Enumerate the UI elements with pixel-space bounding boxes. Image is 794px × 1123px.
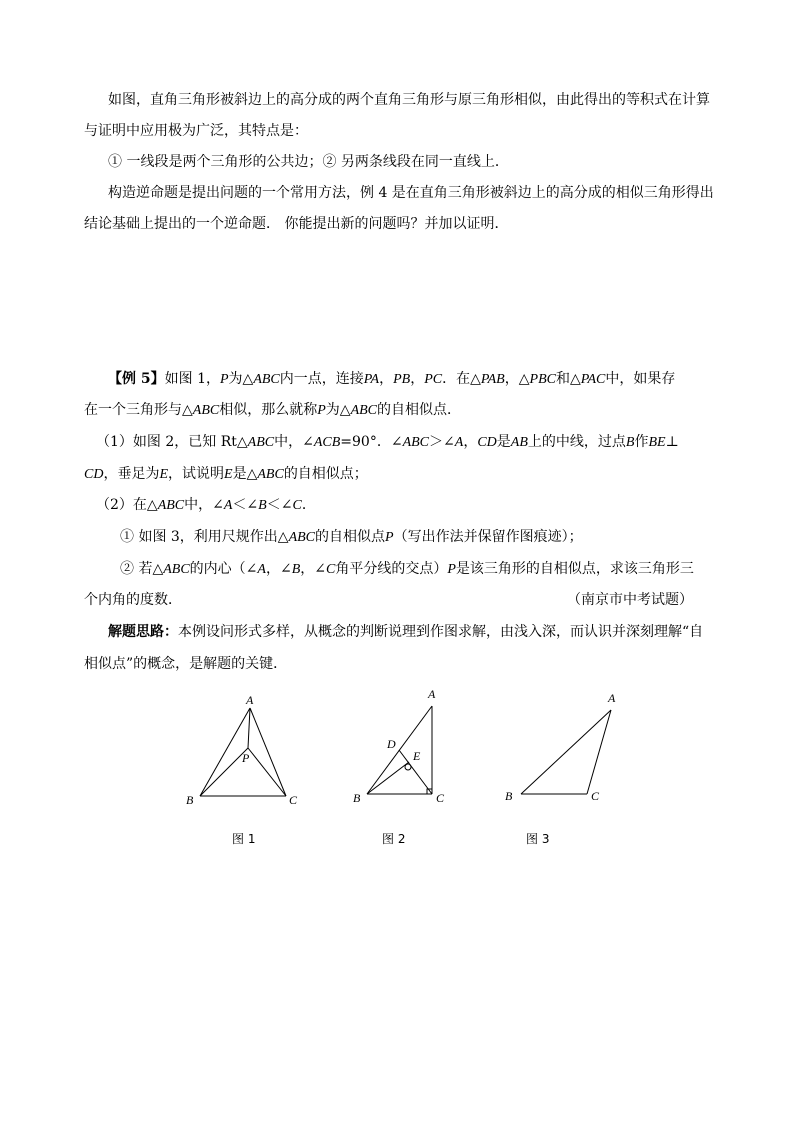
solution-line-1: 解题思路：本例设问形式多样，从概念的判断说理到作图求解，由浅入深，而认识并深刻理解“自 (108, 624, 704, 640)
fig1-label-C: C (289, 793, 298, 807)
subquestion-1-line: ① 如图 3，利用尺规作出△ABC的自相似点P（写出作法并保留作图痕迹）； (120, 529, 583, 545)
fig1-segment-PB (200, 748, 248, 796)
fig2-perpendicular-BE (367, 762, 409, 794)
fig2-right-angle-mark-E (405, 764, 411, 770)
solution-line-2: 相似点”的概念，是解题的关键． (84, 656, 288, 672)
figure-1-caption: 图 1 (232, 832, 256, 846)
example-tag: 【例 5】 (108, 371, 165, 387)
fig3-label-B: B (505, 789, 513, 803)
intro-line-5: 结论基础上提出的一个逆命题． 你能提出新的问题吗？并加以证明． (84, 216, 509, 232)
fig3-side-AC (587, 710, 611, 794)
figure-2 (345, 684, 455, 814)
fig1-segment-PA (248, 708, 250, 748)
figure-3-caption: 图 3 (526, 832, 550, 846)
fig1-label-P: P (242, 751, 250, 765)
question-1-line-2: CD，垂足为E，试说明E是△ABC的自相似点； (84, 466, 368, 482)
intro-line-2: 与证明中应用极为广泛，其特点是： (84, 123, 308, 139)
subquestion-2-line-2: 个内角的度数． (84, 592, 182, 608)
fig1-segment-PC (248, 748, 286, 796)
example-line-2: 在一个三角形与△ABC相似，那么就称P为△ABC的自相似点． (84, 402, 462, 418)
intro-line-3: ① 一线段是两个三角形的公共边；② 另两条线段在同一直线上． (108, 154, 509, 170)
question-2-line: （2）在△ABC中，∠A＜∠B＜∠C． (96, 497, 316, 513)
fig3-side-AB (521, 710, 611, 794)
fig1-side-AC (250, 708, 286, 796)
subquestion-2-line-1: ② 若△ABC的内心（∠A，∠B，∠C角平分线的交点）P是该三角形的自相似点，求该三角形三 (120, 561, 694, 577)
solution-label: 解题思路 (108, 624, 164, 640)
example-line-1: 【例 5】如图 1，P为△ABC内一点，连接PA，PB，PC．在△PAB，△PBC和△PAC中，如果存 (108, 371, 676, 387)
fig2-label-D: D (387, 737, 396, 751)
fig2-label-C: C (436, 791, 445, 805)
source-note: （南京市中考试题） (567, 592, 693, 608)
figure-2-caption: 图 2 (382, 832, 406, 846)
intro-line-1: 如图，直角三角形被斜边上的高分成的两个直角三角形与原三角形相似，由此得出的等积式在计算 (108, 92, 710, 108)
figure-1 (180, 690, 310, 815)
intro-line-4: 构造逆命题是提出问题的一个常用方法，例 4 是在直角三角形被斜边上的高分成的相似三角形得出 (108, 185, 714, 201)
fig1-label-B: B (186, 793, 194, 807)
fig3-label-A: A (608, 691, 616, 705)
figure-3 (500, 686, 630, 811)
fig3-label-C: C (591, 789, 600, 803)
question-1-line-1: （1）如图 2，已知 Rt△ABC中，∠ACB=90°．∠ABC＞∠A，CD是AB上的中线，过点B作BE⊥ (96, 434, 679, 450)
fig1-label-A: A (246, 693, 254, 707)
fig2-label-A: A (428, 687, 436, 701)
fig2-label-E: E (413, 749, 421, 763)
fig2-label-B: B (353, 791, 361, 805)
